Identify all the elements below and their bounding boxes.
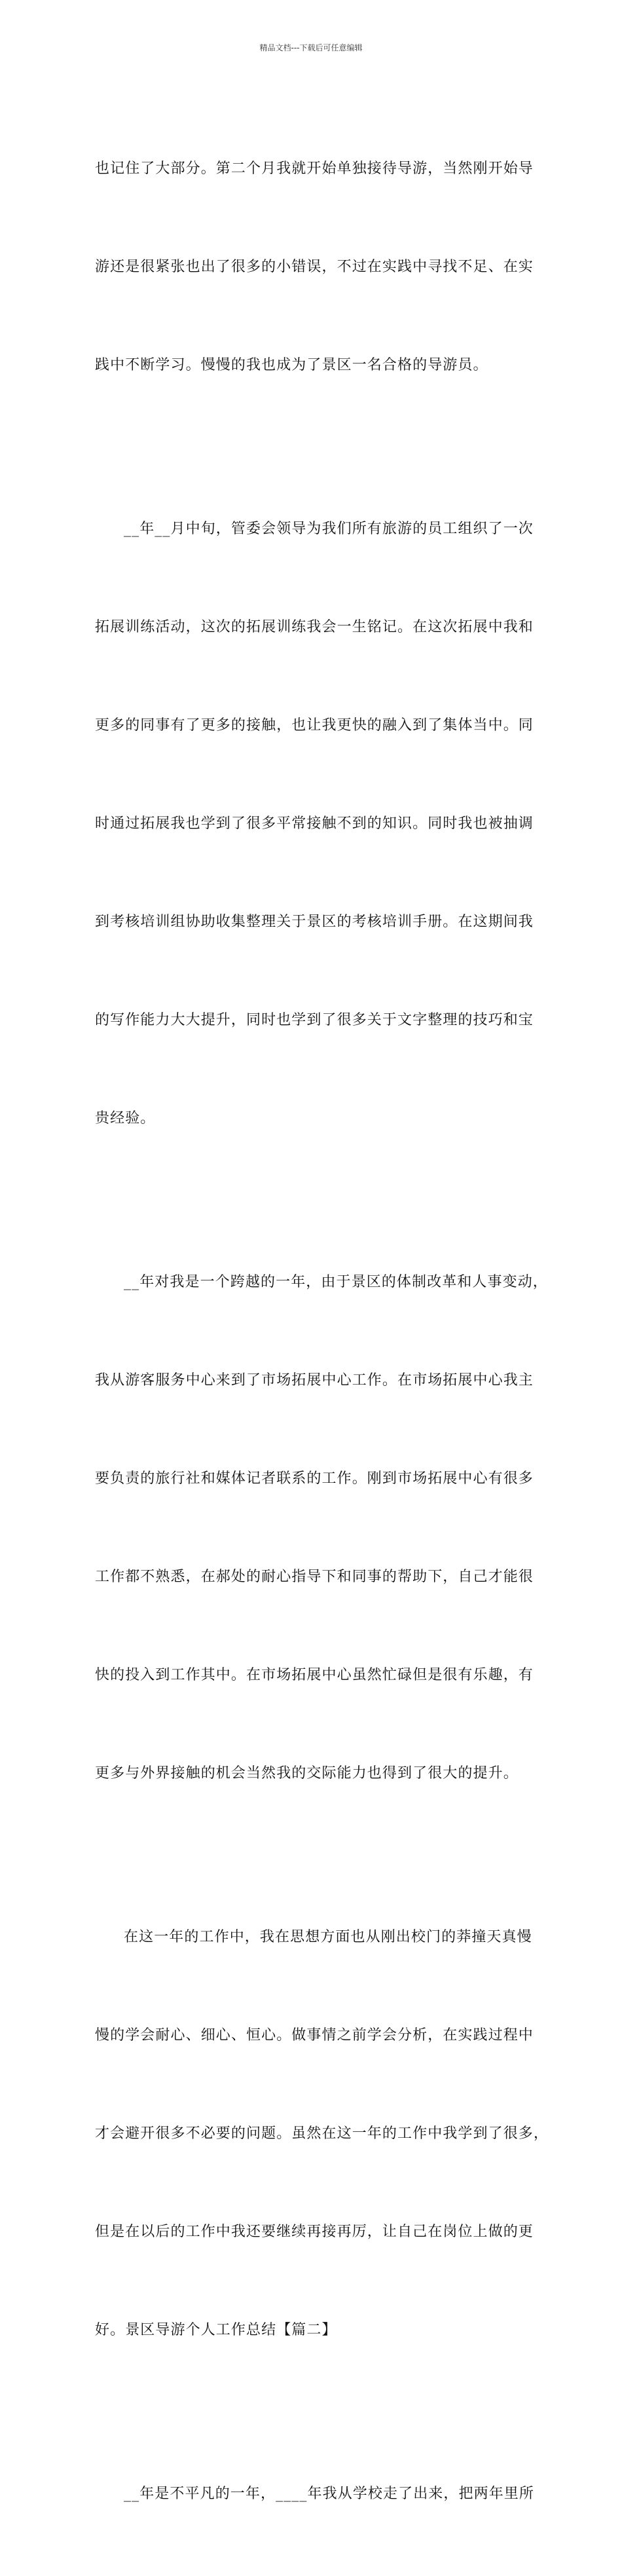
text-line: 好。景区导游个人工作总结【篇二】 <box>95 2322 337 2338</box>
paragraph-3 <box>95 1201 548 1856</box>
paragraph-1 <box>95 87 534 447</box>
text-line: 要负责的旅行社和媒体记者联系的工作。刚到市场拓展中心有很多 <box>95 1470 534 1487</box>
text-line: 时通过拓展我也学到了很多平常接触不到的知识。同时我也被抽调 <box>95 815 534 832</box>
text-line: 贵经验。 <box>95 1110 156 1127</box>
text-line: 更多的同事有了更多的接触，也让我更快的融入到了集体当中。同 <box>95 717 534 734</box>
text-line: 也记住了大部分。第二个月我就开始单独接待导游，当然刚开始导 <box>95 160 534 177</box>
document-body <box>95 87 549 2576</box>
text-line: 更多与外界接触的机会当然我的交际能力也得到了很大的提升。 <box>95 1765 519 1782</box>
text-line: 践中不断学习。慢慢的我也成为了景区一名合格的导游员。 <box>95 357 488 373</box>
text-line: __年是不平凡的一年，____年我从学校走了出来，把两年里所 <box>124 2486 535 2502</box>
text-line: __年__月中旬，管委会领导为我们所有旅游的员工组织了一次 <box>124 521 534 537</box>
text-line: 我从游客服务中心来到了市场拓展中心工作。在市场拓展中心我主 <box>95 1372 534 1389</box>
text-line: 到考核培训组协助收集整理关于景区的考核培训手册。在这期间我 <box>95 914 534 930</box>
paragraph-5 <box>95 2412 534 2576</box>
text-line: 游还是很紧张也出了很多的小错误，不过在实践中寻找不足、在实 <box>95 259 534 275</box>
text-line: 在这一年的工作中，我在思想方面也从刚出校门的莽撞天真慢 <box>124 1929 532 1945</box>
text-line: __年对我是一个跨越的一年，由于景区的体制改革和人事变动， <box>124 1274 548 1290</box>
text-line: 工作都不熟悉，在郝处的耐心指导下和同事的帮助下，自己才能很 <box>95 1569 534 1585</box>
text-line: 快的投入到工作其中。在市场拓展中心虽然忙碌但是很有乐趣，有 <box>95 1667 534 1683</box>
text-line: 但是在以后的工作中我还要继续再接再厉，让自己在岗位上做的更 <box>95 2224 534 2240</box>
page-header: 精品文档---下载后可任意编辑 <box>259 43 363 52</box>
text-line: 慢的学会耐心、细心、恒心。做事情之前学会分析，在实践过程中 <box>95 2027 534 2044</box>
paragraph-4 <box>95 1856 549 2412</box>
text-line: 的写作能力大大提升，同时也学到了很多关于文字整理的技巧和宝 <box>95 1012 534 1028</box>
text-line: 才会避开很多不必要的问题。虽然在这一年的工作中我学到了很多， <box>95 2125 549 2142</box>
text-line: 拓展训练活动，这次的拓展训练我会一生铭记。在这次拓展中我和 <box>95 619 534 635</box>
paragraph-2 <box>95 447 534 1201</box>
